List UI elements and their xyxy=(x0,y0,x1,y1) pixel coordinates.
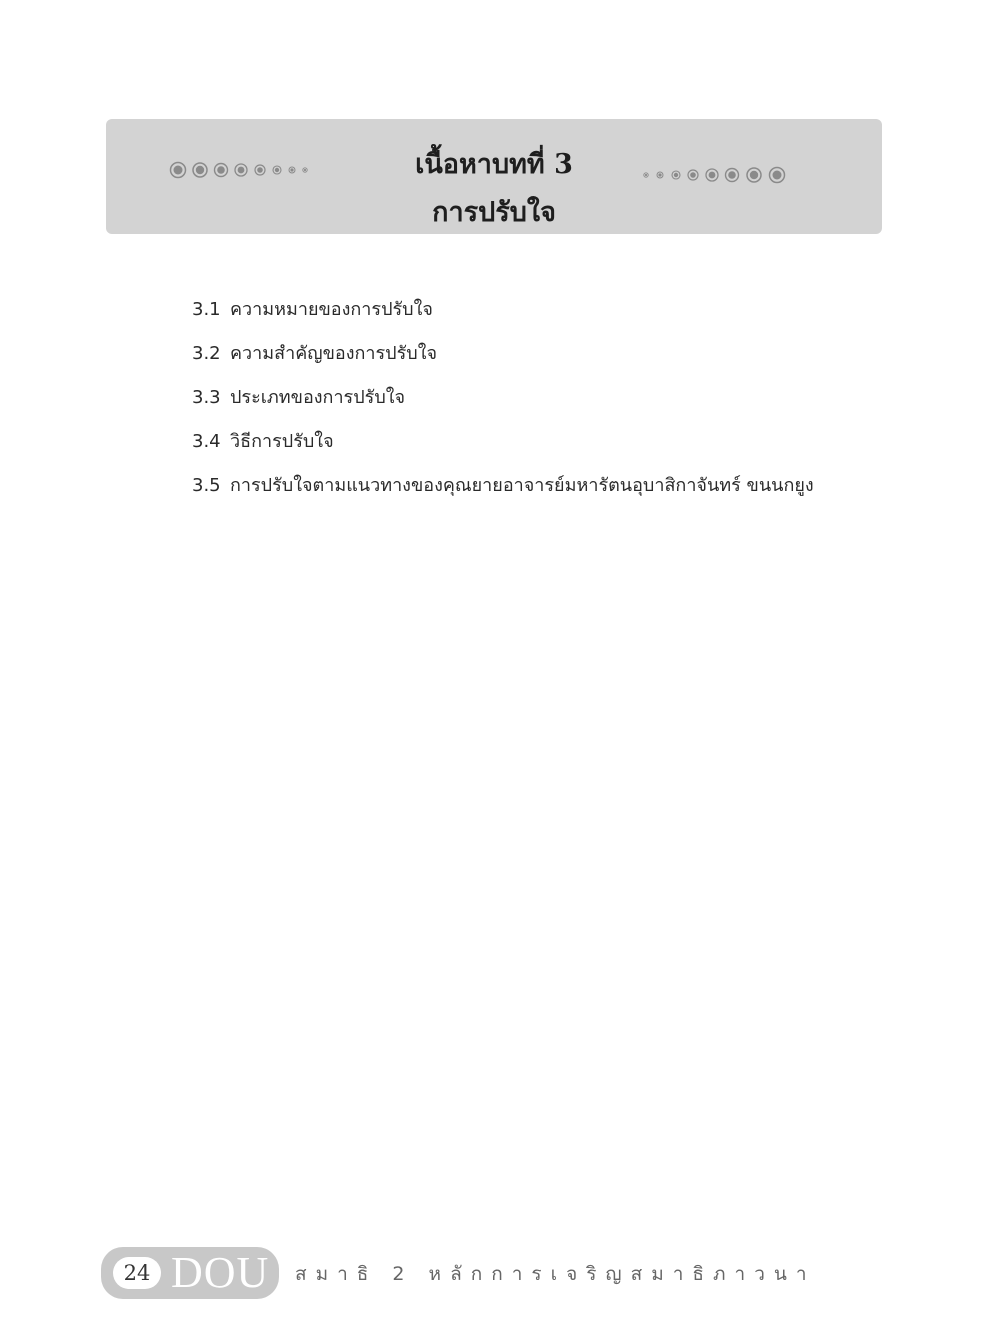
right-dots-ornament-icon xyxy=(642,164,802,279)
topic-list xyxy=(192,296,814,516)
list-item xyxy=(192,296,814,340)
item-text: การปรับใจตามแนวทางของคุณยายอาจารย์มหารัตนอุบาสิกาจันทร์ ขนนกยูง xyxy=(230,475,814,496)
footer-badge xyxy=(101,1247,279,1299)
book-title: สมาธิ 2 หลักการเจริญสมาธิภาวนา xyxy=(295,1263,816,1285)
item-number: 3.5 xyxy=(192,475,221,496)
list-item xyxy=(192,472,814,516)
item-text: ความหมายของการปรับใจ xyxy=(230,299,433,320)
list-item xyxy=(192,340,814,384)
item-number: 3.3 xyxy=(192,387,221,408)
brand-logo: DOU xyxy=(171,1248,270,1297)
item-number: 3.4 xyxy=(192,431,221,452)
item-text: วิธีการปรับใจ xyxy=(230,431,334,452)
item-number: 3.1 xyxy=(192,299,221,320)
item-number: 3.2 xyxy=(192,343,221,364)
chapter-title-line2: การปรับใจ xyxy=(432,197,556,228)
list-item xyxy=(192,384,814,428)
item-text: ประเภทของการปรับใจ xyxy=(230,387,406,408)
page-number: 24 xyxy=(113,1257,161,1289)
item-text: ความสำคัญของการปรับใจ xyxy=(230,343,438,364)
list-item xyxy=(192,428,814,472)
chapter-header-box xyxy=(106,119,882,234)
chapter-title-line1: เนื้อหาบทที่ 3 xyxy=(415,149,573,180)
